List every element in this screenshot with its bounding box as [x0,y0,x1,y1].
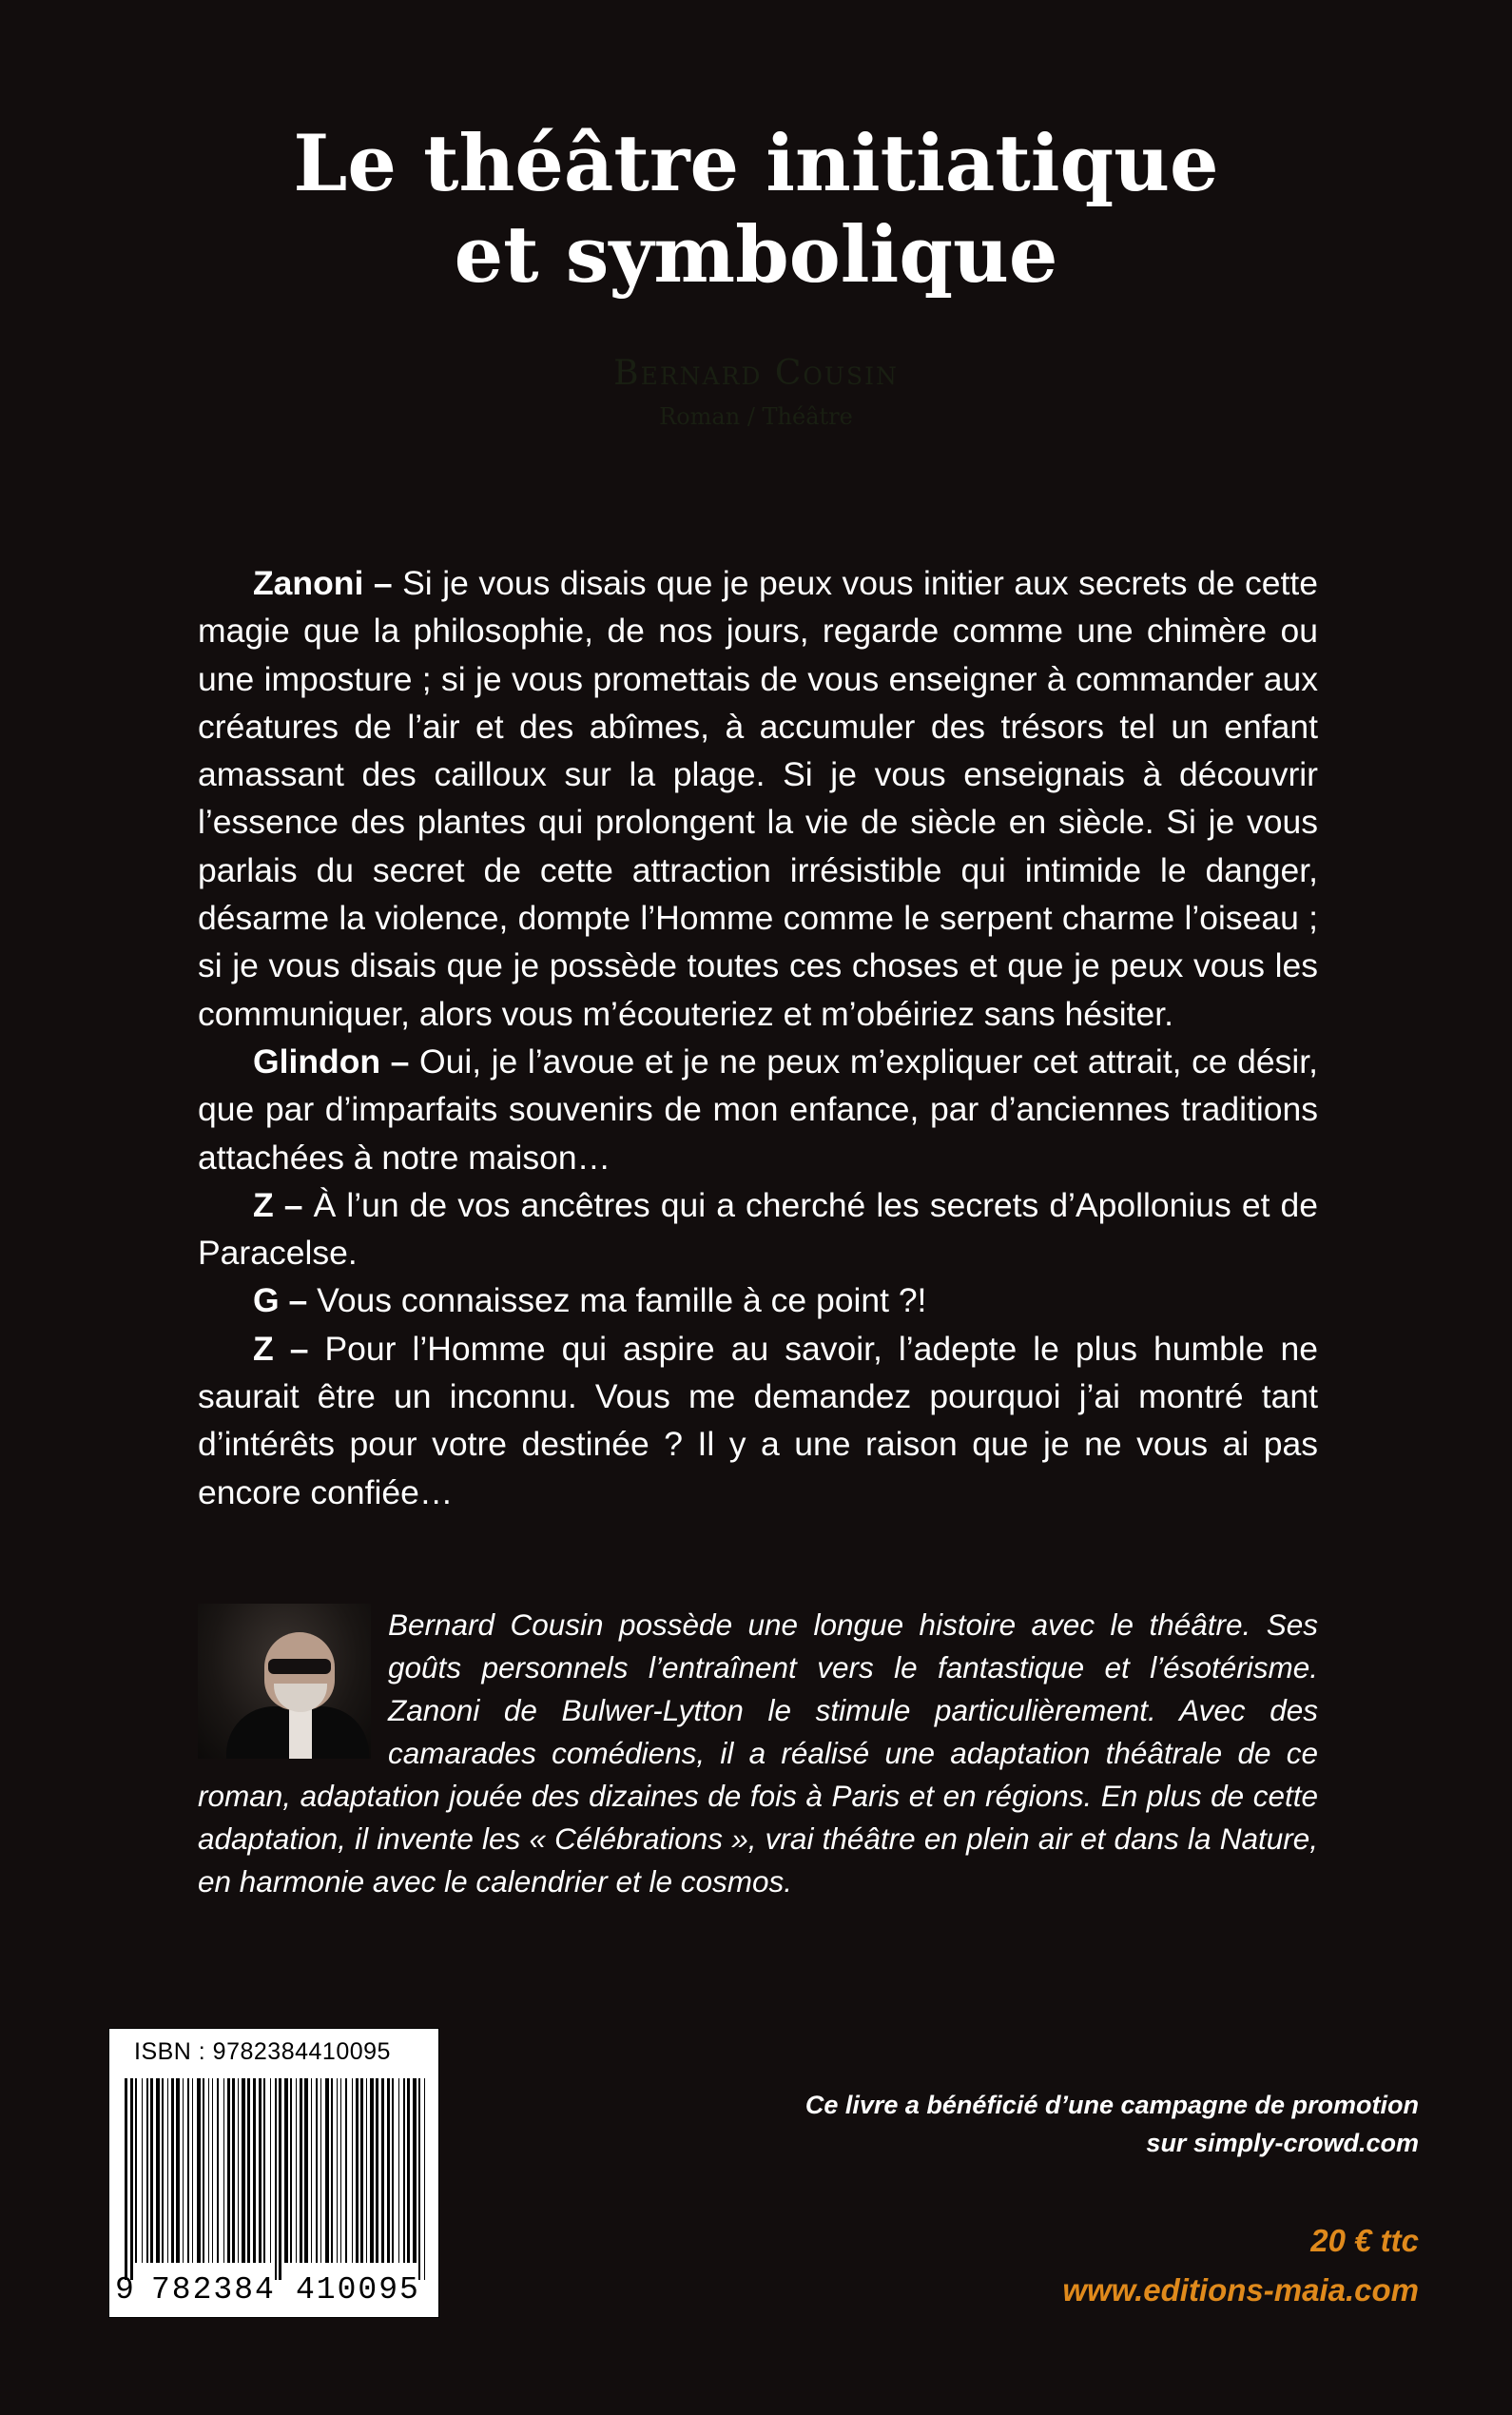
barcode-bar [360,2078,363,2263]
barcode-digits-left: 782384 [151,2272,276,2308]
barcode-bar [352,2078,353,2263]
barcode-bar [370,2078,374,2263]
barcode-bar [290,2078,292,2263]
dialogue-excerpt [198,559,1318,1516]
barcode-bar [376,2078,378,2263]
barcode-bar [162,2078,164,2263]
barcode-bar [340,2078,341,2263]
barcode-bar [263,2078,265,2263]
barcode-bar [398,2078,399,2263]
dialogue-text: À l’un de vos ancêtres qui a cherché les secrets d’Apollonius et de Paracelse. [198,1185,1318,1273]
barcode-bar [227,2078,230,2263]
barcode-bar [413,2078,417,2263]
title-line-2: et symbolique [454,210,1058,301]
barcode-bars [125,2078,427,2280]
price: 20 € ttc [1310,2223,1419,2258]
speaker-name: Zanoni – [253,564,393,602]
barcode-bar [217,2078,219,2263]
barcode-bar [238,2078,239,2263]
publisher-website[interactable]: www.editions-maia.com [1062,2272,1419,2308]
barcode-bar [279,2078,281,2280]
barcode-bar [130,2078,133,2280]
barcode-bar [311,2078,312,2263]
barcode-bar [366,2078,367,2263]
barcode-bar [403,2078,405,2263]
barcode-bar [259,2078,262,2263]
barcode-digit-first: 9 [115,2272,136,2308]
barcode-bar [183,2078,184,2263]
barcode-bar [176,2078,180,2263]
barcode-bar [167,2078,168,2263]
barcode-bar [424,2078,425,2280]
barcode-bar [223,2078,224,2263]
promo-note [805,2086,1419,2162]
barcode-bar [275,2078,277,2280]
barcode-bar [270,2078,271,2263]
barcode-bar [296,2078,297,2263]
bio-text: Bernard Cousin possède une longue histoire avec le théâtre. Ses goûts personnels l’entraînent vers le fantastique et l’ésotérisme. Zanoni de Bulwer-Lytton le stimule particulièrement. Avec des camarades comédiens, il a réalisé une adaptation théâtrale de ce roman, adaptation jouée des dizaines de fois à Paris et en régions. En plus de cette adaptation, il invente les « Célébrations », vrai théâtre en plein air et dans la Nature, en harmonie avec le calendrier et le cosmos. [198,1607,1318,1899]
barcode-bar [300,2078,302,2263]
barcode-bar [171,2078,174,2263]
barcode-bar [418,2078,420,2280]
speaker-name: Glindon – [253,1042,410,1081]
dialogue-paragraph [198,1038,1318,1181]
barcode-bar [197,2078,201,2263]
dialogue-paragraph [198,1276,1318,1324]
dialogue-text: Oui, je l’avoue et je ne peux m’expliquer cet attrait, ce désir, que par d’imparfaits souvenirs de mon enfance, par d’anciennes traditions attachées à notre maison… [198,1042,1318,1177]
dialogue-text: Si je vous disais que je peux vous initier aux secrets de cette magie que la philosophie, de nos jours, regarde comme une chimère ou une imposture ; si je vous promettais de vous enseigner à commander aux créatures de l’air et des abîmes, à accumuler des trésors tel un enfant amassant des cailloux sur la plage. Si je vous enseignais à découvrir l’essence des plantes qui prolongent la vie de siècle en siècle. Si je vous parlais du secret de cette attraction irrésistible qui intimide le danger, désarme la violence, dompte l’Homme comme le serpent charme l’oiseau ; si je vous disais que je possède toutes ces choses et que je peux vous les communiquer, alors vous m’écouteriez et m’obéiriez sans hésiter. [198,564,1318,1033]
barcode-bar [392,2078,394,2263]
promo-line-2: sur simply-crowd.com [1146,2129,1419,2157]
isbn-label: ISBN : 9782384410095 [134,2038,391,2065]
barcode-bar [150,2078,153,2263]
barcode-bar [242,2078,245,2263]
dialogue-paragraph [198,1325,1318,1516]
barcode-bar [325,2078,329,2263]
dialogue-text: Pour l’Homme qui aspire au savoir, l’adepte le plus humble ne saurait être un inconnu. Vous me demandez pourquoi j’ai montré tant d’intérêts pour votre destinée ? Il y a une raison que je ne vous ai pas encore confiée… [198,1329,1319,1511]
isbn-barcode [108,2028,439,2318]
speaker-name: G – [253,1281,308,1320]
barcode-bar [316,2078,318,2263]
barcode-bar [187,2078,189,2263]
barcode-bar [407,2078,410,2263]
dialogue-paragraph [198,559,1318,1038]
promo-line-1: Ce livre a bénéficié d’une campagne de promotion [804,2091,1419,2119]
barcode-bar [356,2078,359,2263]
barcode-digits-right: 410095 [296,2272,420,2308]
barcode-bar [192,2078,193,2263]
book-title [0,119,1512,302]
author-photo [198,1604,371,1759]
barcode-bar [253,2078,256,2263]
barcode-bar [142,2078,143,2263]
barcode-bar [345,2078,347,2263]
title-line-1: Le théâtre initiatique [293,119,1219,209]
dialogue-paragraph [198,1181,1318,1277]
dialogue-text: Vous connaissez ma famille à ce point ?! [307,1281,927,1320]
barcode-bar [320,2078,321,2263]
barcode-bar [135,2078,137,2263]
barcode-bar [284,2078,288,2263]
barcode-bar [208,2078,209,2263]
author-name: Bernard Cousin [613,354,899,393]
barcode-bar [232,2078,235,2263]
barcode-bar [212,2078,213,2263]
barcode-bar [156,2078,160,2263]
barcode-bar [337,2078,338,2263]
speaker-name: Z – [253,1185,303,1224]
barcode-bar [381,2078,384,2263]
barcode-bar [304,2078,308,2263]
author-subtitle: Roman / Théâtre [659,403,853,430]
barcode-bar [203,2078,204,2263]
speaker-name: Z – [253,1329,309,1368]
barcode-bar [146,2078,148,2263]
barcode-bar [331,2078,333,2263]
barcode-bar [125,2078,127,2280]
barcode-bar [387,2078,390,2263]
author-bio [198,1604,1318,1903]
barcode-bar [247,2078,250,2263]
